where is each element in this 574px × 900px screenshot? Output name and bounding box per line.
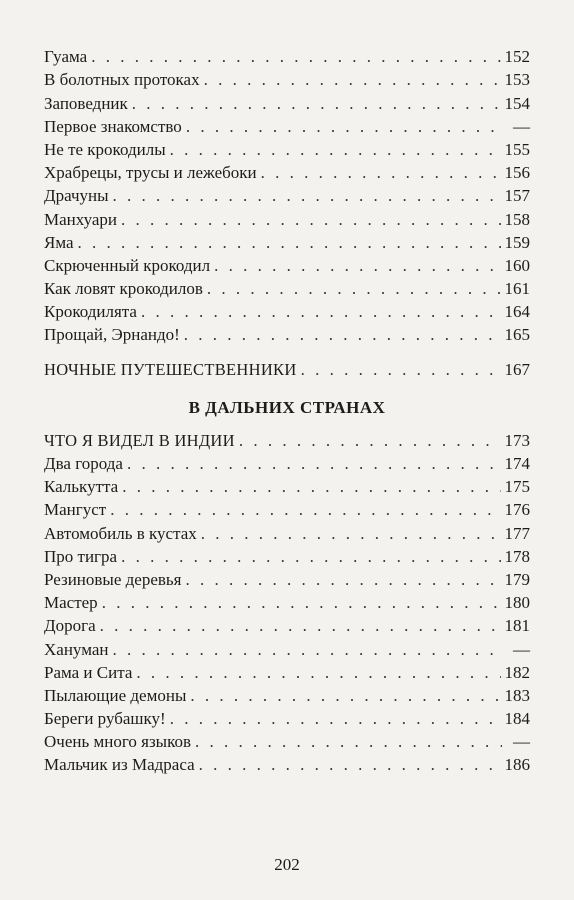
toc-entry-title: Калькутта [44, 477, 119, 497]
leader-dots [170, 140, 501, 160]
toc-entry-page: — [513, 732, 530, 752]
toc-entry-title: Мангуст [44, 500, 107, 520]
toc-entry-page: 180 [504, 593, 530, 613]
toc-entry-title: Мастер [44, 593, 98, 613]
leader-dots [102, 593, 501, 613]
leader-dots [141, 302, 501, 322]
toc-entry [44, 544, 530, 567]
toc-entry-page: 159 [504, 232, 530, 252]
toc-entry-page: 175 [504, 477, 530, 497]
toc-entry [44, 636, 530, 659]
section-heading: В ДАЛЬНИХ СТРАНАХ [188, 397, 386, 417]
toc-entry-page: — [513, 116, 530, 136]
leader-dots [78, 233, 501, 253]
toc-page [44, 44, 530, 775]
toc-entry [44, 183, 530, 206]
toc-entry-page: 154 [504, 93, 530, 113]
leader-dots [261, 163, 501, 183]
toc-entry-title: Гуама [44, 47, 88, 67]
leader-dots [186, 117, 502, 137]
leader-dots [121, 210, 500, 230]
toc-entry [44, 206, 530, 229]
toc-entry-page: 167 [504, 359, 530, 379]
toc-entry [44, 230, 530, 253]
toc-entry-title: Рама и Сита [44, 662, 133, 682]
toc-entry-page: 174 [504, 454, 530, 473]
leader-dots [110, 500, 500, 520]
toc-entry-title: Про тигра [44, 546, 118, 566]
toc-entry [44, 451, 530, 474]
leader-dots [239, 431, 501, 451]
toc-entry [44, 729, 530, 752]
toc-entry-page: 186 [504, 755, 530, 775]
leader-dots [121, 547, 500, 567]
toc-entry-title: Заповедник [44, 93, 128, 113]
toc-entry [44, 44, 530, 67]
leader-dots [201, 524, 501, 544]
leader-dots [185, 570, 500, 590]
toc-entry-page: 181 [504, 616, 530, 636]
leader-dots [91, 47, 500, 67]
toc-entry-title: Не те крокодилы [44, 139, 166, 159]
toc-entry-title: Автомобиль в кустах [44, 523, 197, 543]
toc-entry-page: 178 [504, 546, 530, 566]
leader-dots [170, 709, 501, 729]
toc-entry-page: 179 [504, 569, 530, 589]
toc-entry-title: Драчуны [44, 186, 109, 206]
toc-entry [44, 90, 530, 113]
leader-dots [207, 279, 501, 299]
toc-entry-page: 183 [504, 685, 530, 705]
toc-entry-title: Дорога [44, 616, 96, 636]
toc-entry-page: — [513, 639, 530, 659]
toc-entry [44, 706, 530, 729]
toc-entry-page: 153 [504, 70, 530, 90]
toc-list-india [44, 451, 530, 776]
toc-entry-title: Яма [44, 232, 74, 252]
toc-entry-title: Манхуари [44, 209, 118, 229]
toc-entry [44, 114, 530, 137]
toc-entry [44, 253, 530, 276]
leader-dots [113, 186, 501, 206]
toc-entry-page: 173 [504, 430, 530, 450]
toc-entry-title: Как ловят крокодилов [44, 279, 203, 299]
toc-entry [44, 474, 530, 497]
toc-entry [44, 67, 530, 90]
toc-entry-page: 182 [504, 662, 530, 682]
toc-entry-night-travelers [44, 356, 530, 379]
leader-dots [127, 454, 501, 474]
leader-dots [112, 640, 502, 660]
leader-dots [100, 616, 501, 636]
toc-entry-page: 152 [504, 47, 530, 67]
toc-entry-title: Храбрецы, трусы и лежебоки [44, 163, 257, 183]
toc-entry [44, 660, 530, 683]
toc-entry-title: ЧТО Я ВИДЕЛ В ИНДИИ [44, 430, 235, 450]
leader-dots [199, 755, 501, 775]
toc-entry-title: Очень много языков [44, 732, 192, 752]
toc-entry-title: Первое знакомство [44, 116, 182, 136]
toc-list-top [44, 44, 530, 345]
toc-entry-page: 157 [504, 186, 530, 206]
toc-entry-page: 164 [504, 302, 530, 322]
leader-dots [190, 686, 500, 706]
toc-entry [44, 322, 530, 345]
toc-entry [44, 160, 530, 183]
leader-dots [132, 94, 501, 114]
toc-entry-title: Скрюченный крокодил [44, 255, 211, 275]
leader-dots [204, 70, 501, 90]
toc-entry-title: Резиновые деревья [44, 569, 182, 589]
toc-entry-title: Два города [44, 454, 123, 473]
leader-dots [136, 663, 500, 683]
toc-entry-title: НОЧНЫЕ ПУТЕШЕСТВЕННИКИ [44, 359, 297, 379]
toc-entry-page: 165 [504, 325, 530, 345]
toc-entry-title: В болотных протоках [44, 70, 200, 90]
toc-entry-page: 184 [504, 709, 530, 729]
toc-entry-title: Пылающие демоны [44, 685, 187, 705]
toc-entry-title: Прощай, Эрнандо! [44, 325, 180, 345]
page-number: 202 [274, 855, 300, 874]
toc-entry [44, 752, 530, 775]
leader-dots [184, 325, 501, 345]
toc-entry [44, 613, 530, 636]
leader-dots [301, 360, 501, 380]
toc-entry-page: 158 [504, 209, 530, 229]
toc-entry-title: Береги рубашку! [44, 709, 166, 729]
toc-entry [44, 590, 530, 613]
toc-entry [44, 683, 530, 706]
toc-entry-title: Хануман [44, 639, 109, 659]
leader-dots [195, 732, 502, 752]
toc-entry [44, 137, 530, 160]
toc-entry-title: Крокодилята [44, 302, 137, 322]
toc-entry [44, 276, 530, 299]
toc-entry [44, 299, 530, 322]
leader-dots [122, 477, 500, 497]
toc-entry [44, 567, 530, 590]
toc-entry-page: 156 [504, 163, 530, 183]
toc-entry-page: 161 [504, 279, 530, 299]
toc-entry-page: 155 [504, 139, 530, 159]
toc-entry [44, 497, 530, 520]
toc-entry-page: 160 [504, 255, 530, 275]
toc-entry-page: 177 [504, 523, 530, 543]
leader-dots [214, 256, 500, 276]
toc-entry [44, 520, 530, 543]
toc-entry-title: Мальчик из Мадраса [44, 755, 195, 775]
toc-entry-india [44, 428, 530, 451]
toc-entry-page: 176 [504, 500, 530, 520]
